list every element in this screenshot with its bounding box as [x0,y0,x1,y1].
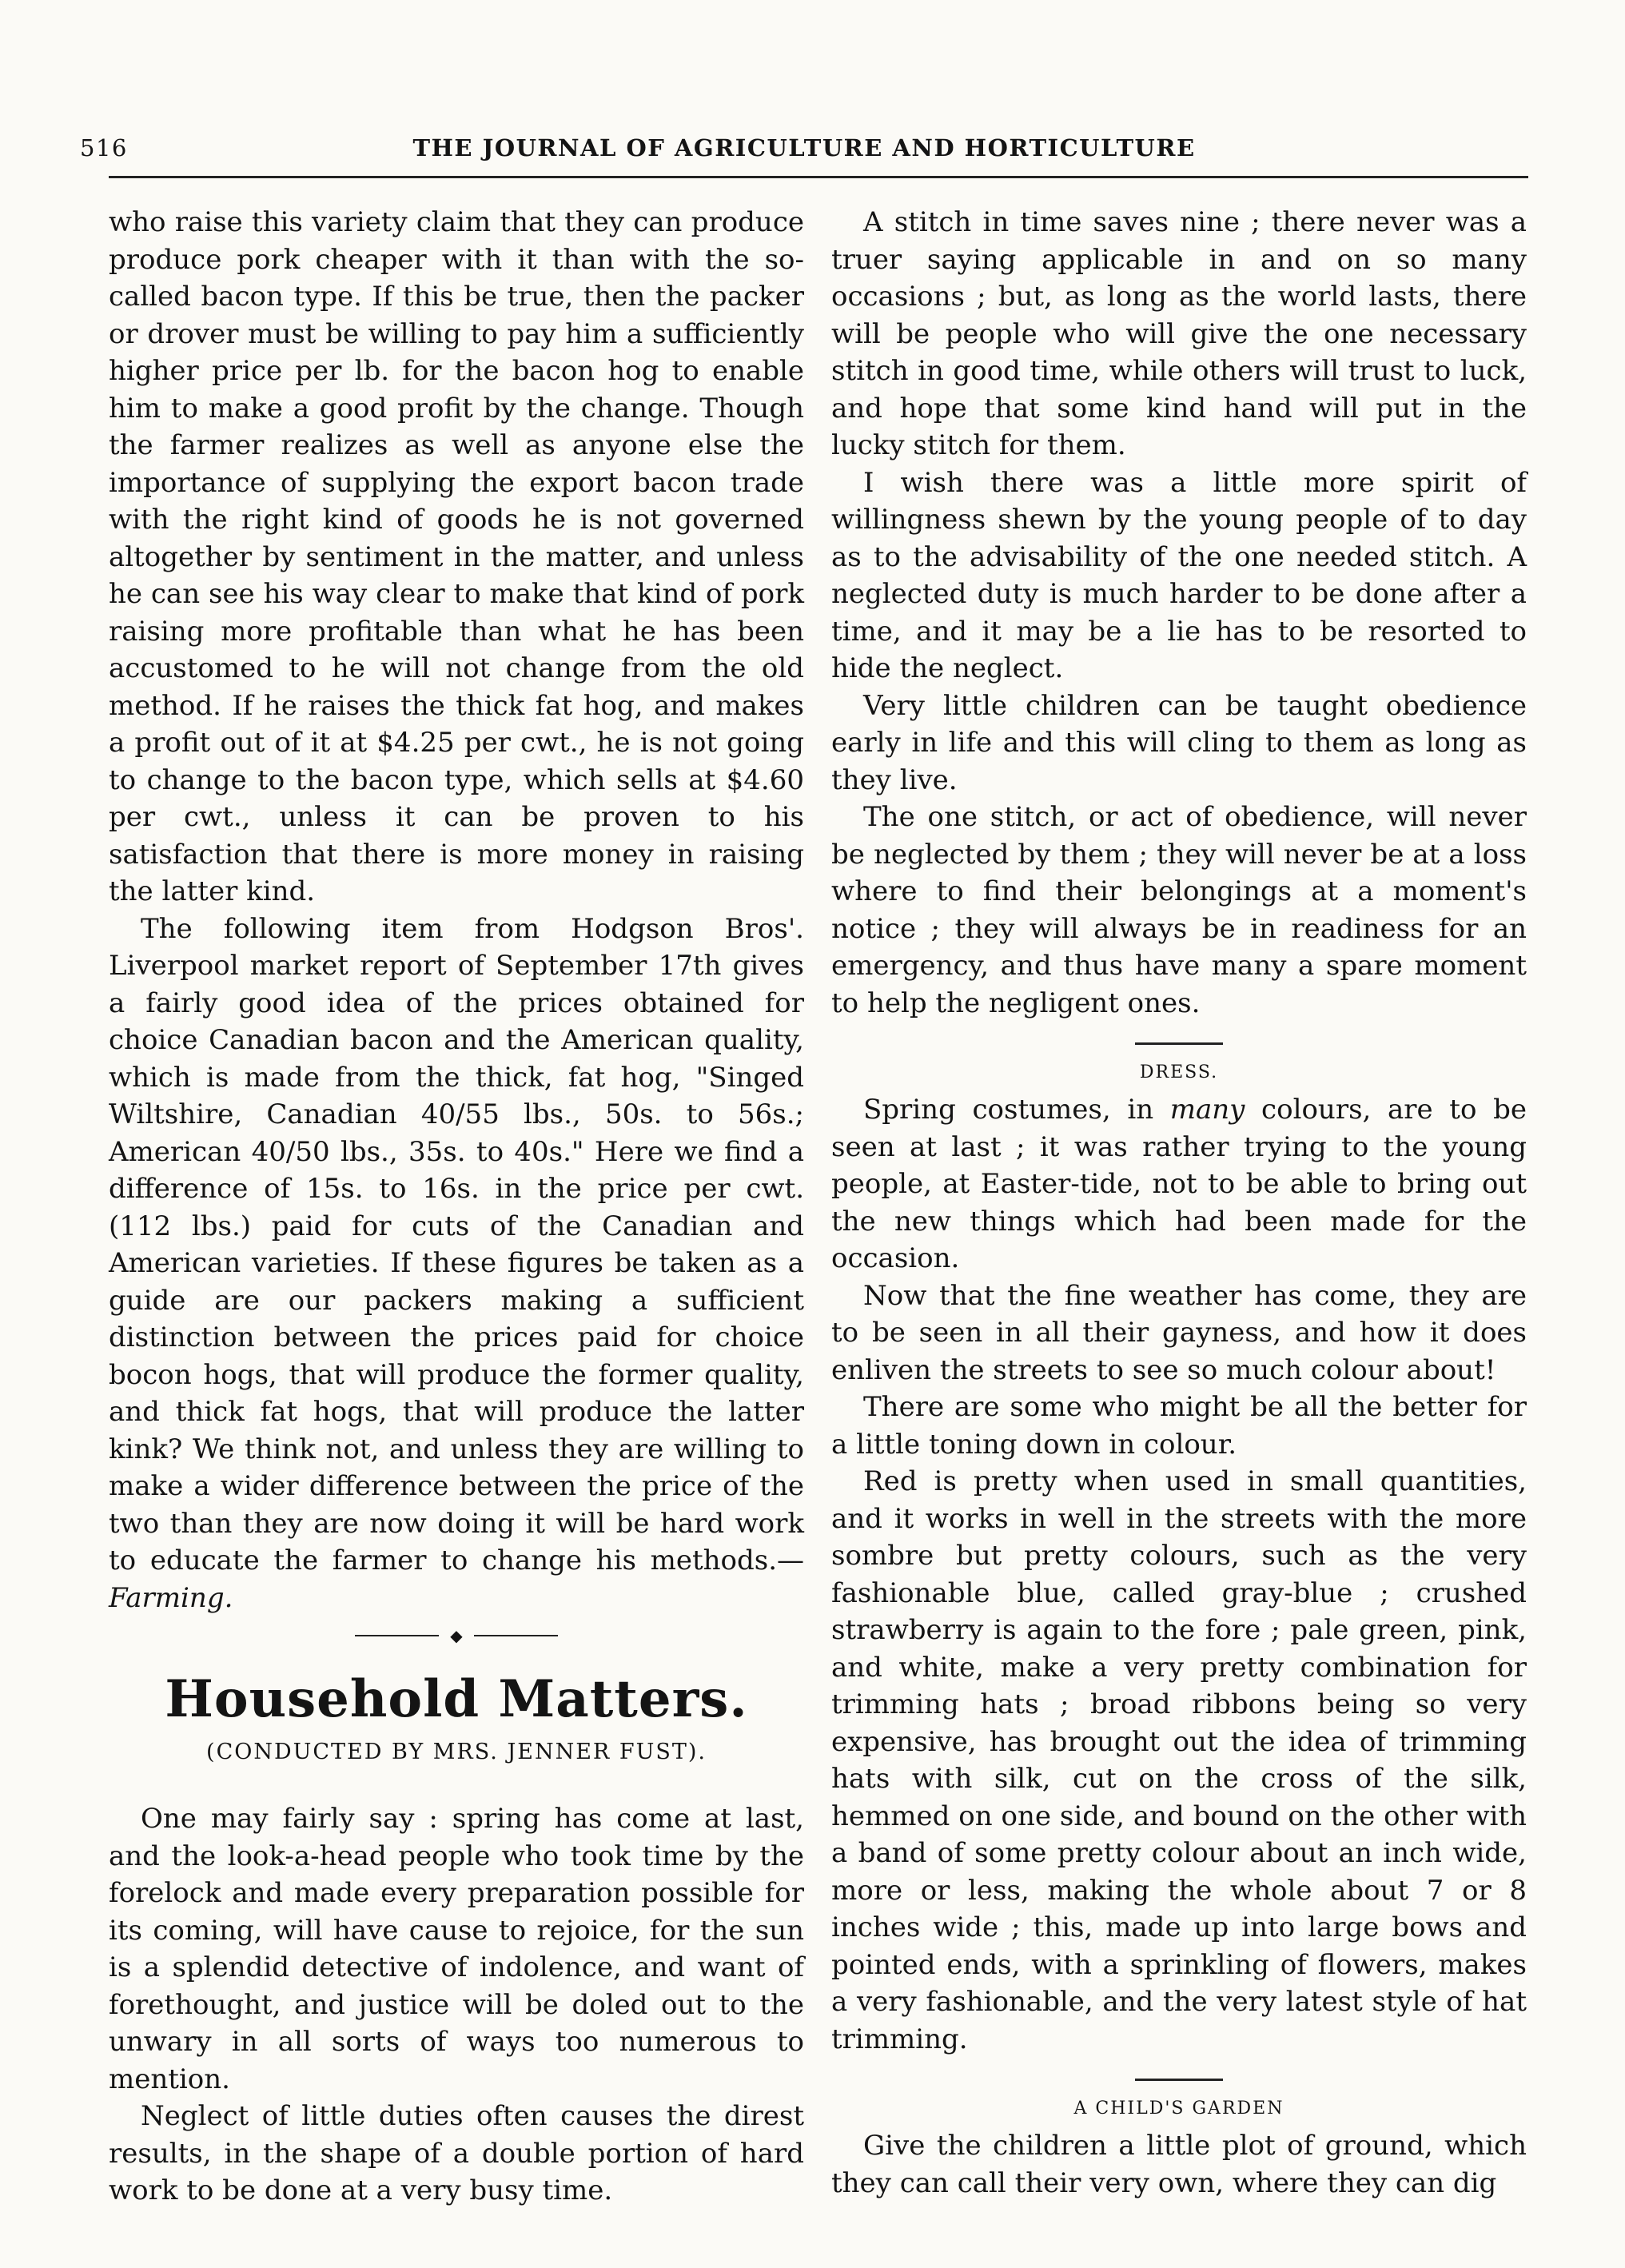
left-column [109,204,804,2210]
dress-p1-before: Spring costumes, in [863,1094,1170,1126]
stitch-paragraph-3: Very little children can be taught obedience early in life and this will cling to them as long as they live. [831,689,1527,796]
dress-rule [1135,1042,1223,1045]
dress-paragraph-3: There are some who might be all the better for a little toning down in colour. [831,1391,1527,1461]
dress-p1-emphasis: many [1169,1094,1245,1126]
garden-paragraph: Give the children a little plot of ground, which they can call their very own, where they can dig [831,2130,1527,2199]
stitch-paragraph-4: The one stitch, or act of obedience, will never be neglected by them ; they will never be at a loss where to find their belongings at a moment's notice ; they will always be in readiness for an emergency, and thus have many a spare moment to help the negligent ones. [831,801,1527,1019]
garden-rule [1135,2079,1223,2081]
journal-title: THE JOURNAL OF AGRICULTURE AND HORTICULTURE [412,134,1196,161]
garden-heading: A CHILD'S GARDEN [1073,2099,1284,2119]
section-separator [109,1620,804,1652]
dress-paragraph-4: Red is pretty when used in small quantities, and it works in well in the streets with the more sombre but pretty colours, such as the very fashionable blue, called gray-blue ; crushed strawberry is again to the fore ; pale green, pink, and white, make a very pretty combination for trimming hats ; broad ribbons being so very expensive, has brought out the idea of trimming hats with silk, cut on the cross of the silk, hemmed on one side, and bound on the other with a band of some pretty colour about an inch wide, more or less, making the whole about 7 or 8 inches wide ; this, made up into large bows and pointed ends, with a sprinkling of flowers, makes a very fashionable, and the very latest style of hat trimming. [831,1465,1527,2055]
article-source: Farming. [109,1581,233,1614]
dress-paragraph-1 [831,1091,1527,1277]
article-paragraph-1: who raise this variety claim that they can produce produce pork cheaper with it than with the so-called bacon type. If this be true, then the packer or drover must be willing to pay him a sufficiently higher price per lb. for the bacon hog to enable him to make a good profit by the change. Though the farmer realizes as well as anyone else the importance of supplying the export bacon trade with the right kind of goods he is not governed altogether by sentiment in the matter, and unless he can see his way clear to make that kind of pork raising more profitable than what he has been accustomed to he will not change from the old method. If he raises the thick fat hog, and makes a profit out of it at $4.25 per cwt., he is not going to change to the bacon type, which sells at $4.60 per cwt., unless it can be proven to his satisfaction that there is more money in raising the latter kind. [109,206,804,907]
section-byline: (CONDUCTED BY MRS. JENNER FUST). [206,1740,707,1764]
dress-paragraph-2: Now that the fine weather has come, they are to be seen in all their gayness, and how it does enliven the streets to see so much colour about! [831,1279,1527,1386]
article-paragraph-2-text: The following item from Hodgson Bros'. Liverpool market report of September 17th gives a fairly good idea of the prices obtained for choice Canadian bacon and the American quality, which is made from the thick, fat hog, "Singed Wiltshire, Canadian 40/55 lbs., 50s. to 56s.; American 40/50 lbs., 35s. to 40s." Here we find a difference of 15s. to 16s. in the price per cwt. (112 lbs.) paid for cuts of the Canadian and American varieties. If these figures be taken as a guide are our packers making a sufficient distinction between the prices paid for choice bocon hogs, that will produce the former quality, and thick fat hogs, that will produce the latter kink? We think not, and unless they are willing to make a wider difference between the price of the two than they are now doing it will be hard work to educate the farmer to change his methods.— [109,912,804,1576]
section-title: Household Matters. [165,1669,748,1729]
separator-line-left [355,1635,439,1636]
dress-heading: DRESS. [1139,1062,1219,1082]
page-header [80,128,1528,168]
article-paragraph-2 [109,911,804,1617]
stitch-paragraph-1: A stitch in time saves nine ; there never was a truer saying applicable in and on so many occasions ; but, as long as the world lasts, there will be people who will give the one necessary stitch in good time, while others will trust to luck, and hope that some kind hand will put in the lucky stitch for them. [831,206,1527,461]
dress-p1-after: colours, are to be seen at last ; it was rather trying to the young people, at Easter-tide, not to be able to bring out the new things which had been made for the occasion. [831,1094,1527,1274]
household-paragraph-2: Neglect of little duties often causes the direst results, in the shape of a double portion of hard work to be done at a very busy time. [109,2100,804,2206]
separator-line-right [474,1635,558,1636]
household-paragraph-1: One may fairly say : spring has come at last, and the look-a-head people who took time by the forelock and made every preparation possible for its coming, will have cause to rejoice, for the sun is a splendid detective of indolence, and want of forethought, and justice will be doled out to the unwary in all sorts of ways too numerous to mention. [109,1803,804,2095]
header-rule [109,176,1528,178]
separator-ornament: ◆ [450,1626,463,1645]
page-number: 516 [80,134,128,161]
stitch-paragraph-2: I wish there was a little more spirit of willingness shewn by the young people of to day as to the advisability of the one needed stitch. A neglected duty is much harder to be done after a time, and it may be a lie has to be resorted to hide the neglect. [831,466,1527,684]
right-column [831,204,1527,2202]
